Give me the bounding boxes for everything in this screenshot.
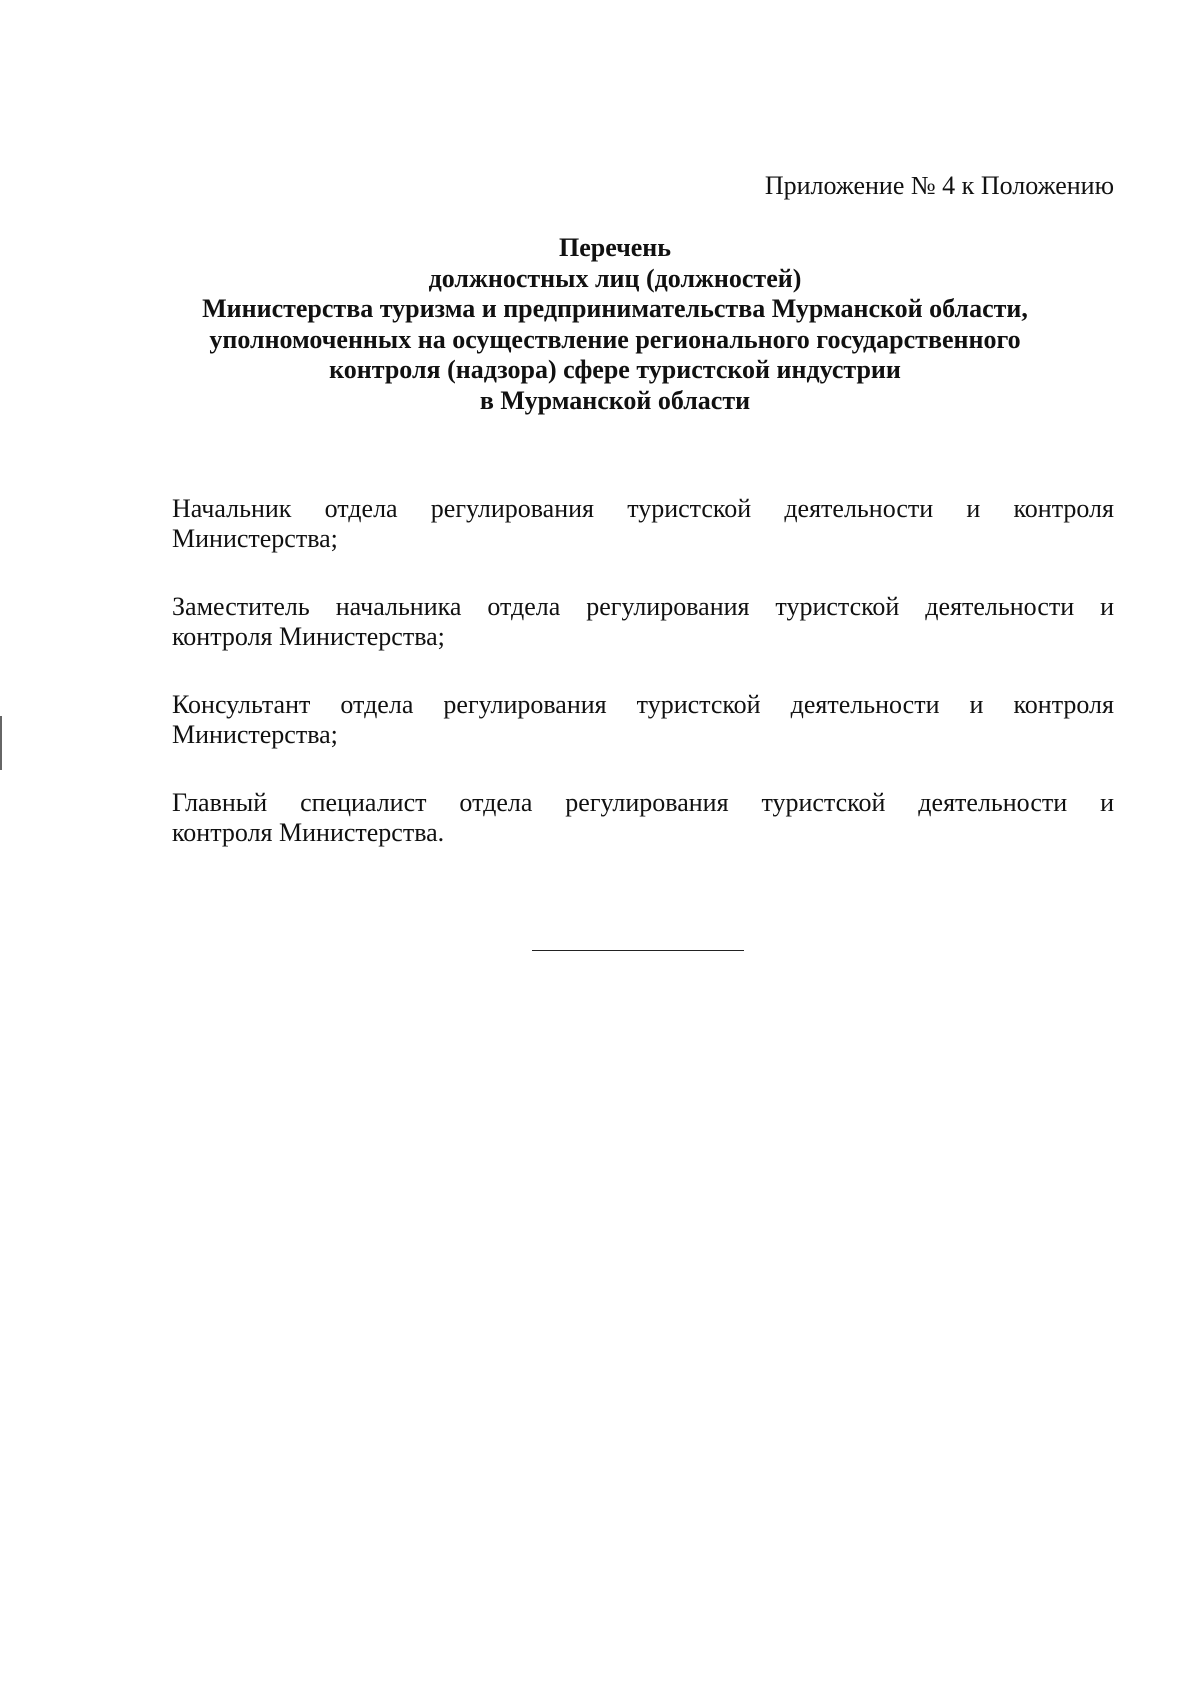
position-item-deputy-head <box>172 592 1114 652</box>
title-line: в Мурманской области <box>479 385 751 415</box>
position-text-line: Министерства; <box>172 524 338 553</box>
position-text-line: контроля Министерства; <box>172 622 445 651</box>
title-line: Перечень <box>558 233 672 262</box>
position-text-line: Министерства; <box>172 720 338 749</box>
position-text-line: контроля Министерства. <box>172 818 445 847</box>
title-line: контроля (надзора) сфере туристской индустрии <box>329 355 901 384</box>
position-item-head-of-department <box>172 494 1114 554</box>
position-text-line: Главный специалист отдела регулирования туристской деятельности и <box>172 788 1114 817</box>
position-text-line: Начальник отдела регулирования туристской деятельности и контроля <box>172 494 1114 523</box>
position-item-chief-specialist <box>172 788 1114 848</box>
title-line: уполномоченных на осуществление регионального государственного <box>209 324 1021 354</box>
positions-list <box>172 494 1114 886</box>
position-item-consultant <box>172 690 1114 750</box>
document-title <box>140 233 1090 416</box>
end-of-document-rule <box>532 950 744 951</box>
position-text-line: Консультант отдела регулирования туристской деятельности и контроля <box>172 690 1114 719</box>
title-line: должностных лиц (должностей) <box>428 263 802 293</box>
scan-edge-mark <box>0 716 2 770</box>
position-text-line: Заместитель начальника отдела регулирования туристской деятельности и <box>172 592 1114 621</box>
title-line: Министерства туризма и предпринимательства Мурманской области, <box>202 294 1028 323</box>
appendix-note: Приложение № 4 к Положению <box>764 171 1114 200</box>
